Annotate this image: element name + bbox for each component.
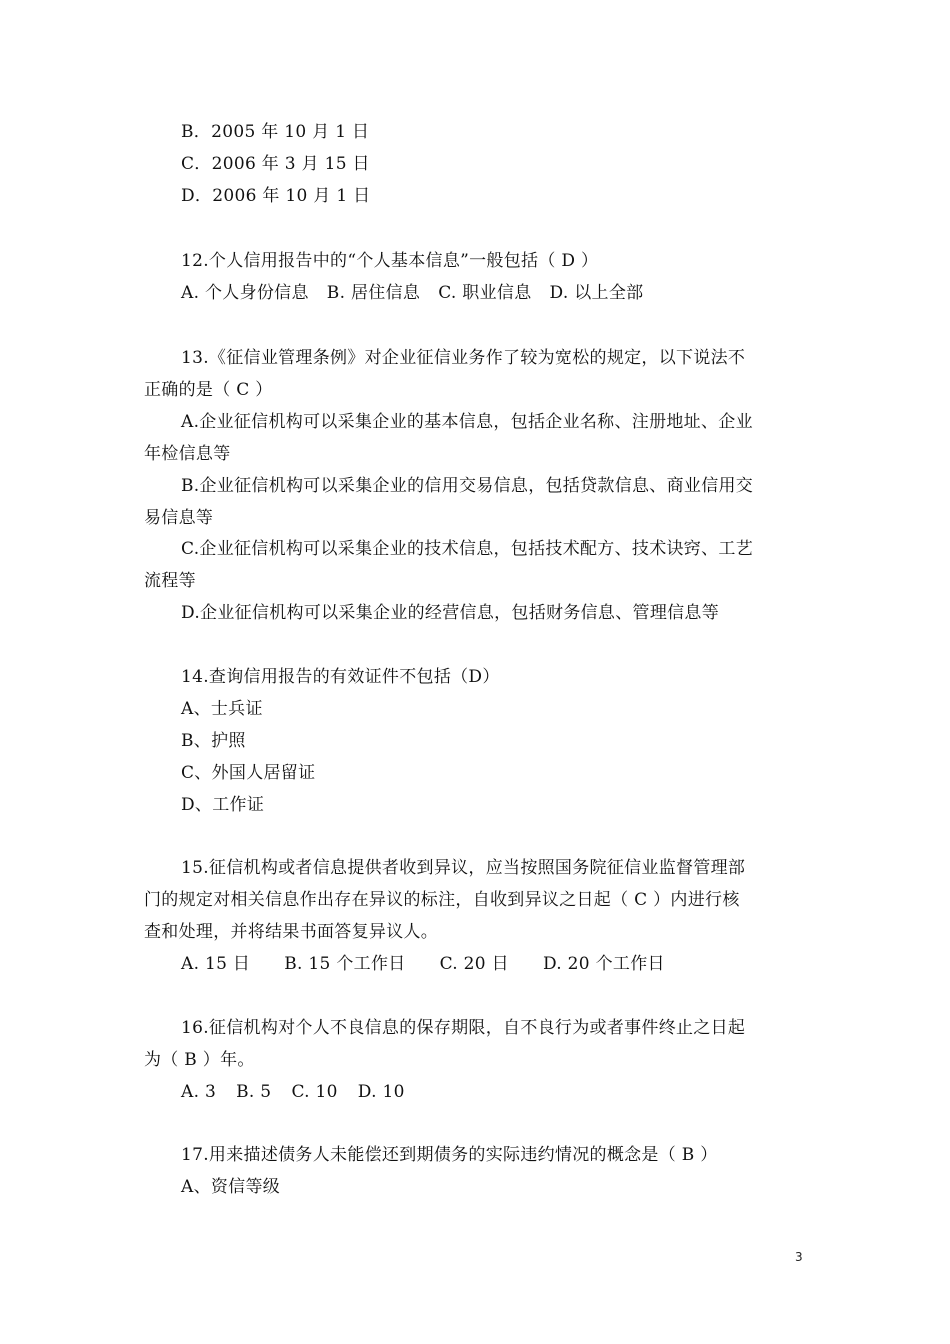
q15-option-b: B. 15 个工作日: [284, 954, 406, 974]
q12-options: [181, 281, 661, 305]
q14-option-d: D、工作证: [181, 795, 265, 815]
q14-question: 14.查询信用报告的有效证件不包括（D）: [181, 667, 500, 687]
q14-option-b: B、护照: [181, 731, 246, 751]
q12-option-b: B. 居住信息: [326, 283, 421, 303]
q16-option-c: C. 10: [291, 1082, 338, 1102]
q14-option-c: C、外国人居留证: [181, 763, 316, 783]
q15-question-line3: 查和处理，并将结果书面答复异议人。: [144, 922, 439, 942]
q16-option-b: B. 5: [236, 1082, 272, 1102]
q11-option-d: D．2006 年 10 月 1 日: [181, 186, 371, 206]
q13-option-b-line1: B.企业征信机构可以采集企业的信用交易信息，包括贷款信息、商业信用交: [181, 476, 754, 496]
q16-question-line1: 16.征信机构对个人不良信息的保存期限，自不良行为或者事件终止之日起: [181, 1018, 746, 1038]
q13-option-a-line2: 年检信息等: [144, 444, 231, 464]
q13-question-line1: 13.《征信业管理条例》对企业征信业务作了较为宽松的规定，以下说法不: [181, 348, 746, 368]
q16-question-line2: 为（ B ）年。: [144, 1050, 255, 1070]
q13-option-b-line2: 易信息等: [144, 508, 214, 528]
q15-option-d: D. 20 个工作日: [542, 954, 665, 974]
q12-option-d: D. 以上全部: [549, 283, 644, 303]
q15-option-c: C. 20 日: [439, 954, 509, 974]
q15-question-line2: 门的规定对相关信息作出存在异议的标注，自收到异议之日起（ C ）内进行核: [144, 890, 740, 910]
q13-option-a-line1: A.企业征信机构可以采集企业的基本信息，包括企业名称、注册地址、企业: [181, 412, 753, 432]
q16-option-d: D. 10: [357, 1082, 405, 1102]
q15-options: [181, 952, 699, 976]
q13-question-line2: 正确的是（ C ）: [144, 380, 273, 400]
q13-option-c-line1: C.企业征信机构可以采集企业的技术信息，包括技术配方、技术诀窍、工艺: [181, 539, 754, 559]
page-number: 3: [795, 1250, 803, 1264]
q15-option-a: A. 15 日: [181, 954, 251, 974]
q14-option-a: A、士兵证: [181, 699, 263, 719]
q13-option-d-line1: D.企业征信机构可以采集企业的经营信息，包括财务信息、管理信息等: [181, 603, 720, 623]
q16-options: [181, 1080, 425, 1104]
q17-question: 17.用来描述债务人未能偿还到期债务的实际违约情况的概念是（ B ）: [181, 1145, 718, 1165]
q12-option-a: A. 个人身份信息: [181, 283, 309, 303]
q11-option-c: C．2006 年 3 月 15 日: [181, 154, 370, 174]
q11-option-b: B．2005 年 10 月 1 日: [181, 122, 370, 142]
q13-option-c-line2: 流程等: [144, 571, 196, 591]
q12-question: 12.个人信用报告中的“个人基本信息”一般包括（ D ）: [181, 251, 599, 271]
q16-option-a: A. 3: [181, 1082, 217, 1102]
q12-option-c: C. 职业信息: [438, 283, 532, 303]
q15-question-line1: 15.征信机构或者信息提供者收到异议，应当按照国务院征信业监督管理部: [181, 858, 746, 878]
q17-option-a: A、资信等级: [181, 1177, 281, 1197]
